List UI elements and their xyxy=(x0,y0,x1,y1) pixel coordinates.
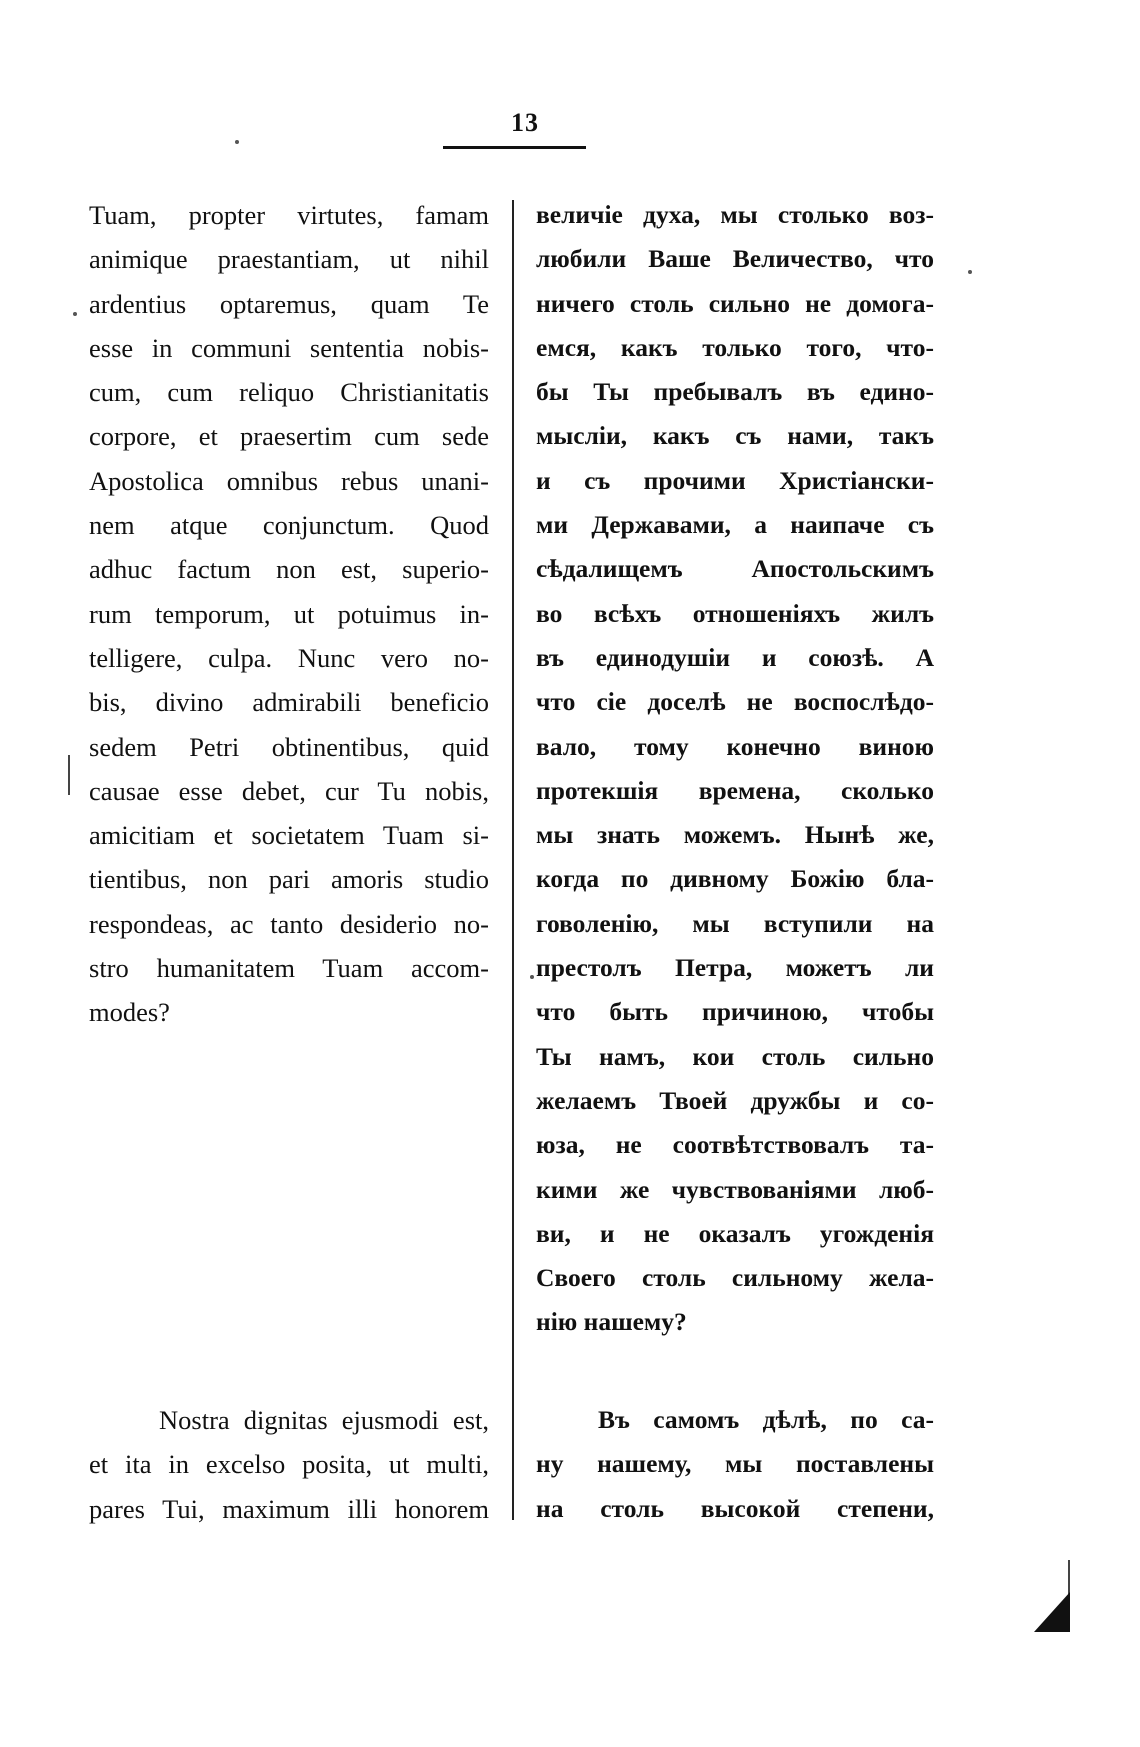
russian-line: юза, не соотвѣтствовалъ та- xyxy=(536,1130,934,1160)
russian-line: сѣдалищемъ Апостольскимъ xyxy=(536,554,934,584)
russian-line: что сіе доселѣ не воспослѣдо- xyxy=(536,687,934,717)
latin-line: Nostra dignitas ejusmodi est, xyxy=(159,1405,489,1435)
latin-line: rum temporum, ut potuimus in- xyxy=(89,598,489,629)
russian-line: въ единодушіи и союзѣ. А xyxy=(536,642,934,672)
russian-line: мы знать можемъ. Нынѣ же, xyxy=(536,820,934,850)
russian-line: нію нашему? xyxy=(536,1307,687,1337)
scan-speck xyxy=(530,975,534,979)
latin-line: respondeas, ac tanto desiderio no- xyxy=(89,908,489,939)
latin-line: telligere, culpa. Nunc vero no- xyxy=(89,642,489,673)
russian-line: бы Ты пребывалъ въ едино- xyxy=(536,377,934,407)
russian-line: Своего столь сильному жела- xyxy=(536,1263,934,1293)
latin-line: adhuc factum non est, superio- xyxy=(89,554,489,585)
latin-line: pares Tui, maximum illi honorem xyxy=(89,1493,489,1524)
column-divider xyxy=(512,200,514,1480)
russian-paragraph-2 xyxy=(536,1398,934,1531)
latin-line: tientibus, non pari amoris studio xyxy=(89,864,489,895)
russian-line: во всѣхъ отношеніяхъ жилъ xyxy=(536,598,934,628)
page-number: 13 xyxy=(511,108,539,137)
scan-speck xyxy=(73,312,77,316)
scan-corner-smudge xyxy=(1034,1592,1070,1632)
russian-line: ви, и не оказалъ угожденія xyxy=(536,1218,934,1248)
latin-line: sedem Petri obtinentibus, quid xyxy=(89,731,489,762)
russian-line: любили Ваше Величество, что xyxy=(536,244,934,274)
latin-paragraph-1 xyxy=(89,193,489,1035)
russian-line: желаемъ Твоей дружбы и со- xyxy=(536,1085,934,1115)
russian-line: ми Державами, а наипаче съ xyxy=(536,510,934,540)
russian-line: ничего столь сильно не домога- xyxy=(536,288,934,318)
latin-line: modes? xyxy=(89,997,170,1028)
russian-line: престолъ Петра, можетъ ли xyxy=(536,953,934,983)
latin-line: corpore, et praesertim cum sede xyxy=(89,421,489,452)
latin-line: bis, divino admirabili beneficio xyxy=(89,687,489,718)
latin-line: stro humanitatem Tuam accom- xyxy=(89,953,489,984)
russian-line: емся, какъ только того, что- xyxy=(536,332,934,362)
russian-line: мысліи, какъ съ нами, такъ xyxy=(536,421,934,451)
russian-line: вало, тому конечно виною xyxy=(536,731,934,761)
latin-line: nem atque conjunctum. Quod xyxy=(89,510,489,541)
latin-paragraph-2 xyxy=(89,1398,489,1531)
scan-margin-mark xyxy=(68,755,70,795)
russian-line: говоленію, мы вступили на xyxy=(536,908,934,938)
latin-line: Tuam, propter virtutes, famam xyxy=(89,200,489,230)
russian-line: и съ прочими Христіански- xyxy=(536,465,934,495)
latin-line: animique praestantiam, ut nihil xyxy=(89,244,489,275)
russian-line: на столь высокой степени, xyxy=(536,1493,934,1523)
scan-speck xyxy=(235,140,239,144)
russian-line: Въ самомъ дѣлѣ, по са- xyxy=(598,1405,934,1434)
latin-line: cum, cum reliquo Christianitatis xyxy=(89,377,489,408)
latin-line: Apostolica omnibus rebus unani- xyxy=(89,465,489,496)
russian-line: ну нашему, мы поставлены xyxy=(536,1449,934,1479)
russian-line: что быть причиною, чтобы xyxy=(536,997,934,1027)
scan-speck xyxy=(968,270,972,274)
russian-paragraph-1 xyxy=(536,193,934,1345)
russian-line: кими же чувствованіями люб- xyxy=(536,1174,934,1204)
column-divider-lower xyxy=(512,1400,514,1520)
latin-line: amicitiam et societatem Tuam si- xyxy=(89,820,489,851)
latin-line: causae esse debet, cur Tu nobis, xyxy=(89,775,489,806)
latin-line: ardentius optaremus, quam Te xyxy=(89,288,489,319)
russian-line: протекшія времена, сколько xyxy=(536,775,934,805)
russian-line: Ты намъ, кои столь сильно xyxy=(536,1041,934,1071)
page-number-rule xyxy=(443,146,586,149)
russian-line: величіе духа, мы столько воз- xyxy=(536,200,934,229)
latin-line: esse in communi sententia nobis- xyxy=(89,332,489,363)
russian-line: когда по дивному Божію бла- xyxy=(536,864,934,894)
latin-line: et ita in excelso posita, ut multi, xyxy=(89,1449,489,1480)
